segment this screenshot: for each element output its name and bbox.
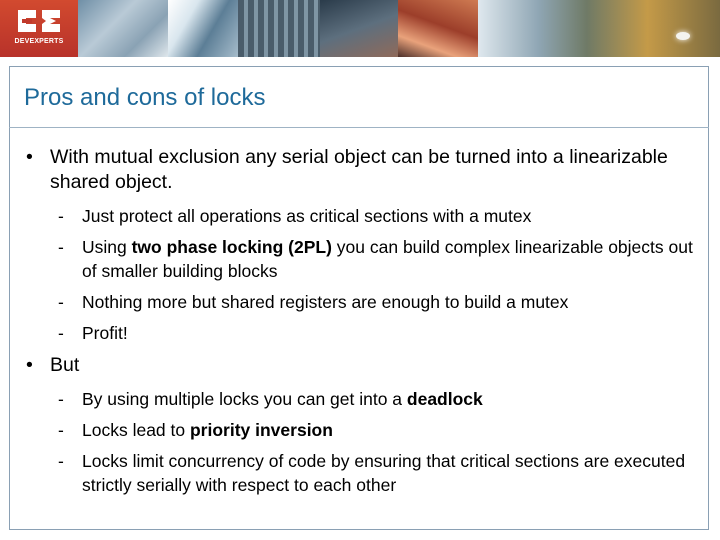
sub-bullet-marker: - xyxy=(58,420,64,440)
sub-bullet-text xyxy=(58,235,698,283)
banner-photo xyxy=(168,0,238,57)
title-divider xyxy=(9,127,709,128)
logo-text: DEVEXPERTS xyxy=(14,38,64,45)
sub-bullet-text: Nothing more but shared registers are enough to build a mutex xyxy=(82,292,569,312)
text-segment: you can build complex linearizable objects out of smaller building blocks xyxy=(82,237,693,281)
bold-term: priority inversion xyxy=(189,420,333,440)
bullet-item xyxy=(26,353,686,378)
sub-bullet-marker: - xyxy=(58,451,64,471)
text-segment: Using xyxy=(82,237,132,257)
bold-term: deadlock xyxy=(406,389,483,409)
sub-bullet-item xyxy=(58,204,698,228)
sub-bullet-marker: - xyxy=(58,292,64,312)
bullet-text: But xyxy=(50,354,80,376)
text-segment: Locks lead to xyxy=(82,420,190,440)
banner-photo xyxy=(320,0,398,57)
sub-bullet-marker: - xyxy=(58,206,64,226)
sub-bullet-text: Just protect all operations as critical sections with a mutex xyxy=(82,206,532,226)
sub-bullet-item xyxy=(58,321,698,345)
sub-bullet-text xyxy=(58,387,698,411)
devexperts-logo xyxy=(0,0,78,57)
sub-bullet-item xyxy=(58,449,698,497)
sub-bullet-text: Profit! xyxy=(82,323,128,343)
banner-photo xyxy=(478,0,720,57)
bold-term: two phase locking (2PL) xyxy=(131,237,332,257)
sub-bullet-text xyxy=(58,418,698,442)
banner-photo xyxy=(78,0,168,57)
header-banner xyxy=(0,0,720,57)
sub-bullet-item xyxy=(58,235,698,283)
banner-photo xyxy=(398,0,478,57)
sub-bullet-item xyxy=(58,290,698,314)
sub-bullet-marker: - xyxy=(58,389,64,409)
sub-bullet-marker: - xyxy=(58,323,64,343)
bullet-text: With mutual exclusion any serial object can be turned into a linearizable shared object. xyxy=(50,146,668,193)
bullet-marker: • xyxy=(26,354,33,376)
sub-bullet-marker: - xyxy=(58,237,64,257)
sub-bullet-text: Locks limit concurrency of code by ensuring that critical sections are executed strictly serially with respect to each other xyxy=(82,451,686,495)
banner-photo xyxy=(238,0,320,57)
slide-title: Pros and cons of locks xyxy=(24,84,266,111)
bullet-marker: • xyxy=(26,146,33,168)
text-segment: By using multiple locks you can get into a xyxy=(82,389,407,409)
logo-mark-icon xyxy=(16,8,62,34)
bullet-item xyxy=(26,145,686,195)
sub-bullet-item xyxy=(58,387,698,411)
sub-bullet-item xyxy=(58,418,698,442)
